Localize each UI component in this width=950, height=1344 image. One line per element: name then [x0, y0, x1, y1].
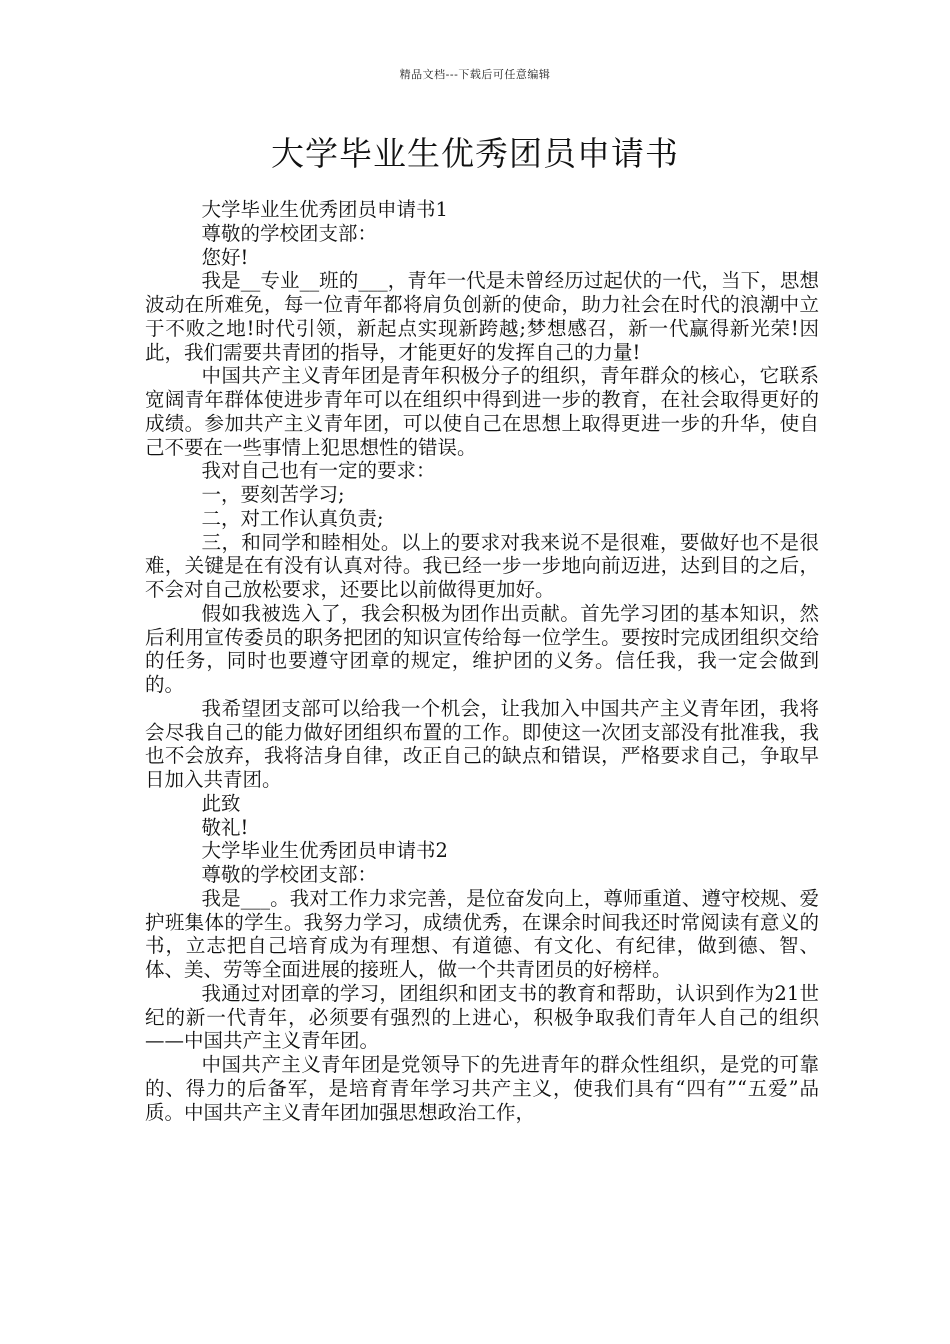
- body-paragraph: 中国共产主义青年团是党领导下的先进青年的群众性组织，是党的可靠的、得力的后备军，是培育青年学习共产主义，使我们具有“四有”“五爱”品质。中国共产主义青年团加强思想政治工作，: [145, 1053, 819, 1124]
- body-paragraph: 假如我被选入了，我会积极为团作出贡献。首先学习团的基本知识，然后利用宣传委员的职务把团的知识宣传给每一位学生。要按时完成团组织交给的任务，同时也要遵守团章的规定，维护团的义务。信任我，我一定会做到的。: [145, 601, 819, 696]
- salutation-2: 尊敬的学校团支部：: [201, 863, 378, 886]
- list-item: 二，对工作认真负责;: [201, 506, 384, 530]
- body-paragraph: 中国共产主义青年团是青年积极分子的组织，青年群众的核心，它联系宽阔青年群体使进步青年可以在组织中得到进一步的教育，在社会取得更好的成绩。参加共产主义青年团，可以使自己在思想上取得更进一步的升华，使自己不要在一些事情上犯思想性的错误。: [145, 364, 819, 459]
- header-note: 精品文档---下载后可任意编辑: [399, 68, 551, 81]
- body-paragraph: 我是__专业__班的___，青年一代是未曾经历过起伏的一代，当下，思想波动在所难免，每一位青年都将肩负创新的使命，助力社会在时代的浪潮中立于不败之地!时代引领，新起点实现新跨越;梦想感召，新一代赢得新光荣!因此，我们需要共青团的指导，才能更好的发挥自己的力量!: [145, 269, 819, 364]
- document-body: [145, 198, 819, 1124]
- body-paragraph: 我希望团支部可以给我一个机会，让我加入中国共产主义青年团，我将会尽我自己的能力做好团组织布置的工作。即使这一次团支部没有批准我，我也不会放弃，我将洁身自律，改正自己的缺点和错误，严格要求自己，争取早日加入共青团。: [145, 696, 819, 791]
- closing-line: 此致: [201, 791, 241, 815]
- list-item: 一，要刻苦学习;: [201, 483, 345, 506]
- closing-line: 敬礼!: [201, 815, 249, 839]
- body-paragraph: 我是___。我对工作力求完善，是位奋发向上，尊师重道、遵守校规、爱护班集体的学生。我努力学习，成绩优秀，在课余时间我还时常阅读有意义的书，立志把自己培育成为有理想、有道德、有文化、有纪律，做到德、智、体、美、劳等全面进展的接班人，做一个共青团员的好榜样。: [145, 886, 819, 981]
- greeting: 您好!: [201, 245, 249, 269]
- body-paragraph: 我对自己也有一定的要求：: [201, 459, 436, 483]
- body-paragraph: 我通过对团章的学习，团组织和团支书的教育和帮助，认识到作为21世纪的新一代青年，必须要有强烈的上进心，积极争取我们青年人自己的组织——中国共产主义青年团。: [145, 981, 819, 1053]
- salutation-1: 尊敬的学校团支部：: [201, 221, 378, 245]
- document-title: 大学毕业生优秀团员申请书: [271, 134, 679, 173]
- section-heading-2: 大学毕业生优秀团员申请书2: [201, 839, 448, 863]
- section-heading-1: 大学毕业生优秀团员申请书1: [201, 198, 448, 221]
- list-item: 三，和同学和睦相处。以上的要求对我来说不是很难，要做好也不是很难，关键是在有没有认真对待。我已经一步一步地向前迈进，达到目的之后，不会对自己放松要求，还要比以前做得更加好。: [145, 530, 819, 601]
